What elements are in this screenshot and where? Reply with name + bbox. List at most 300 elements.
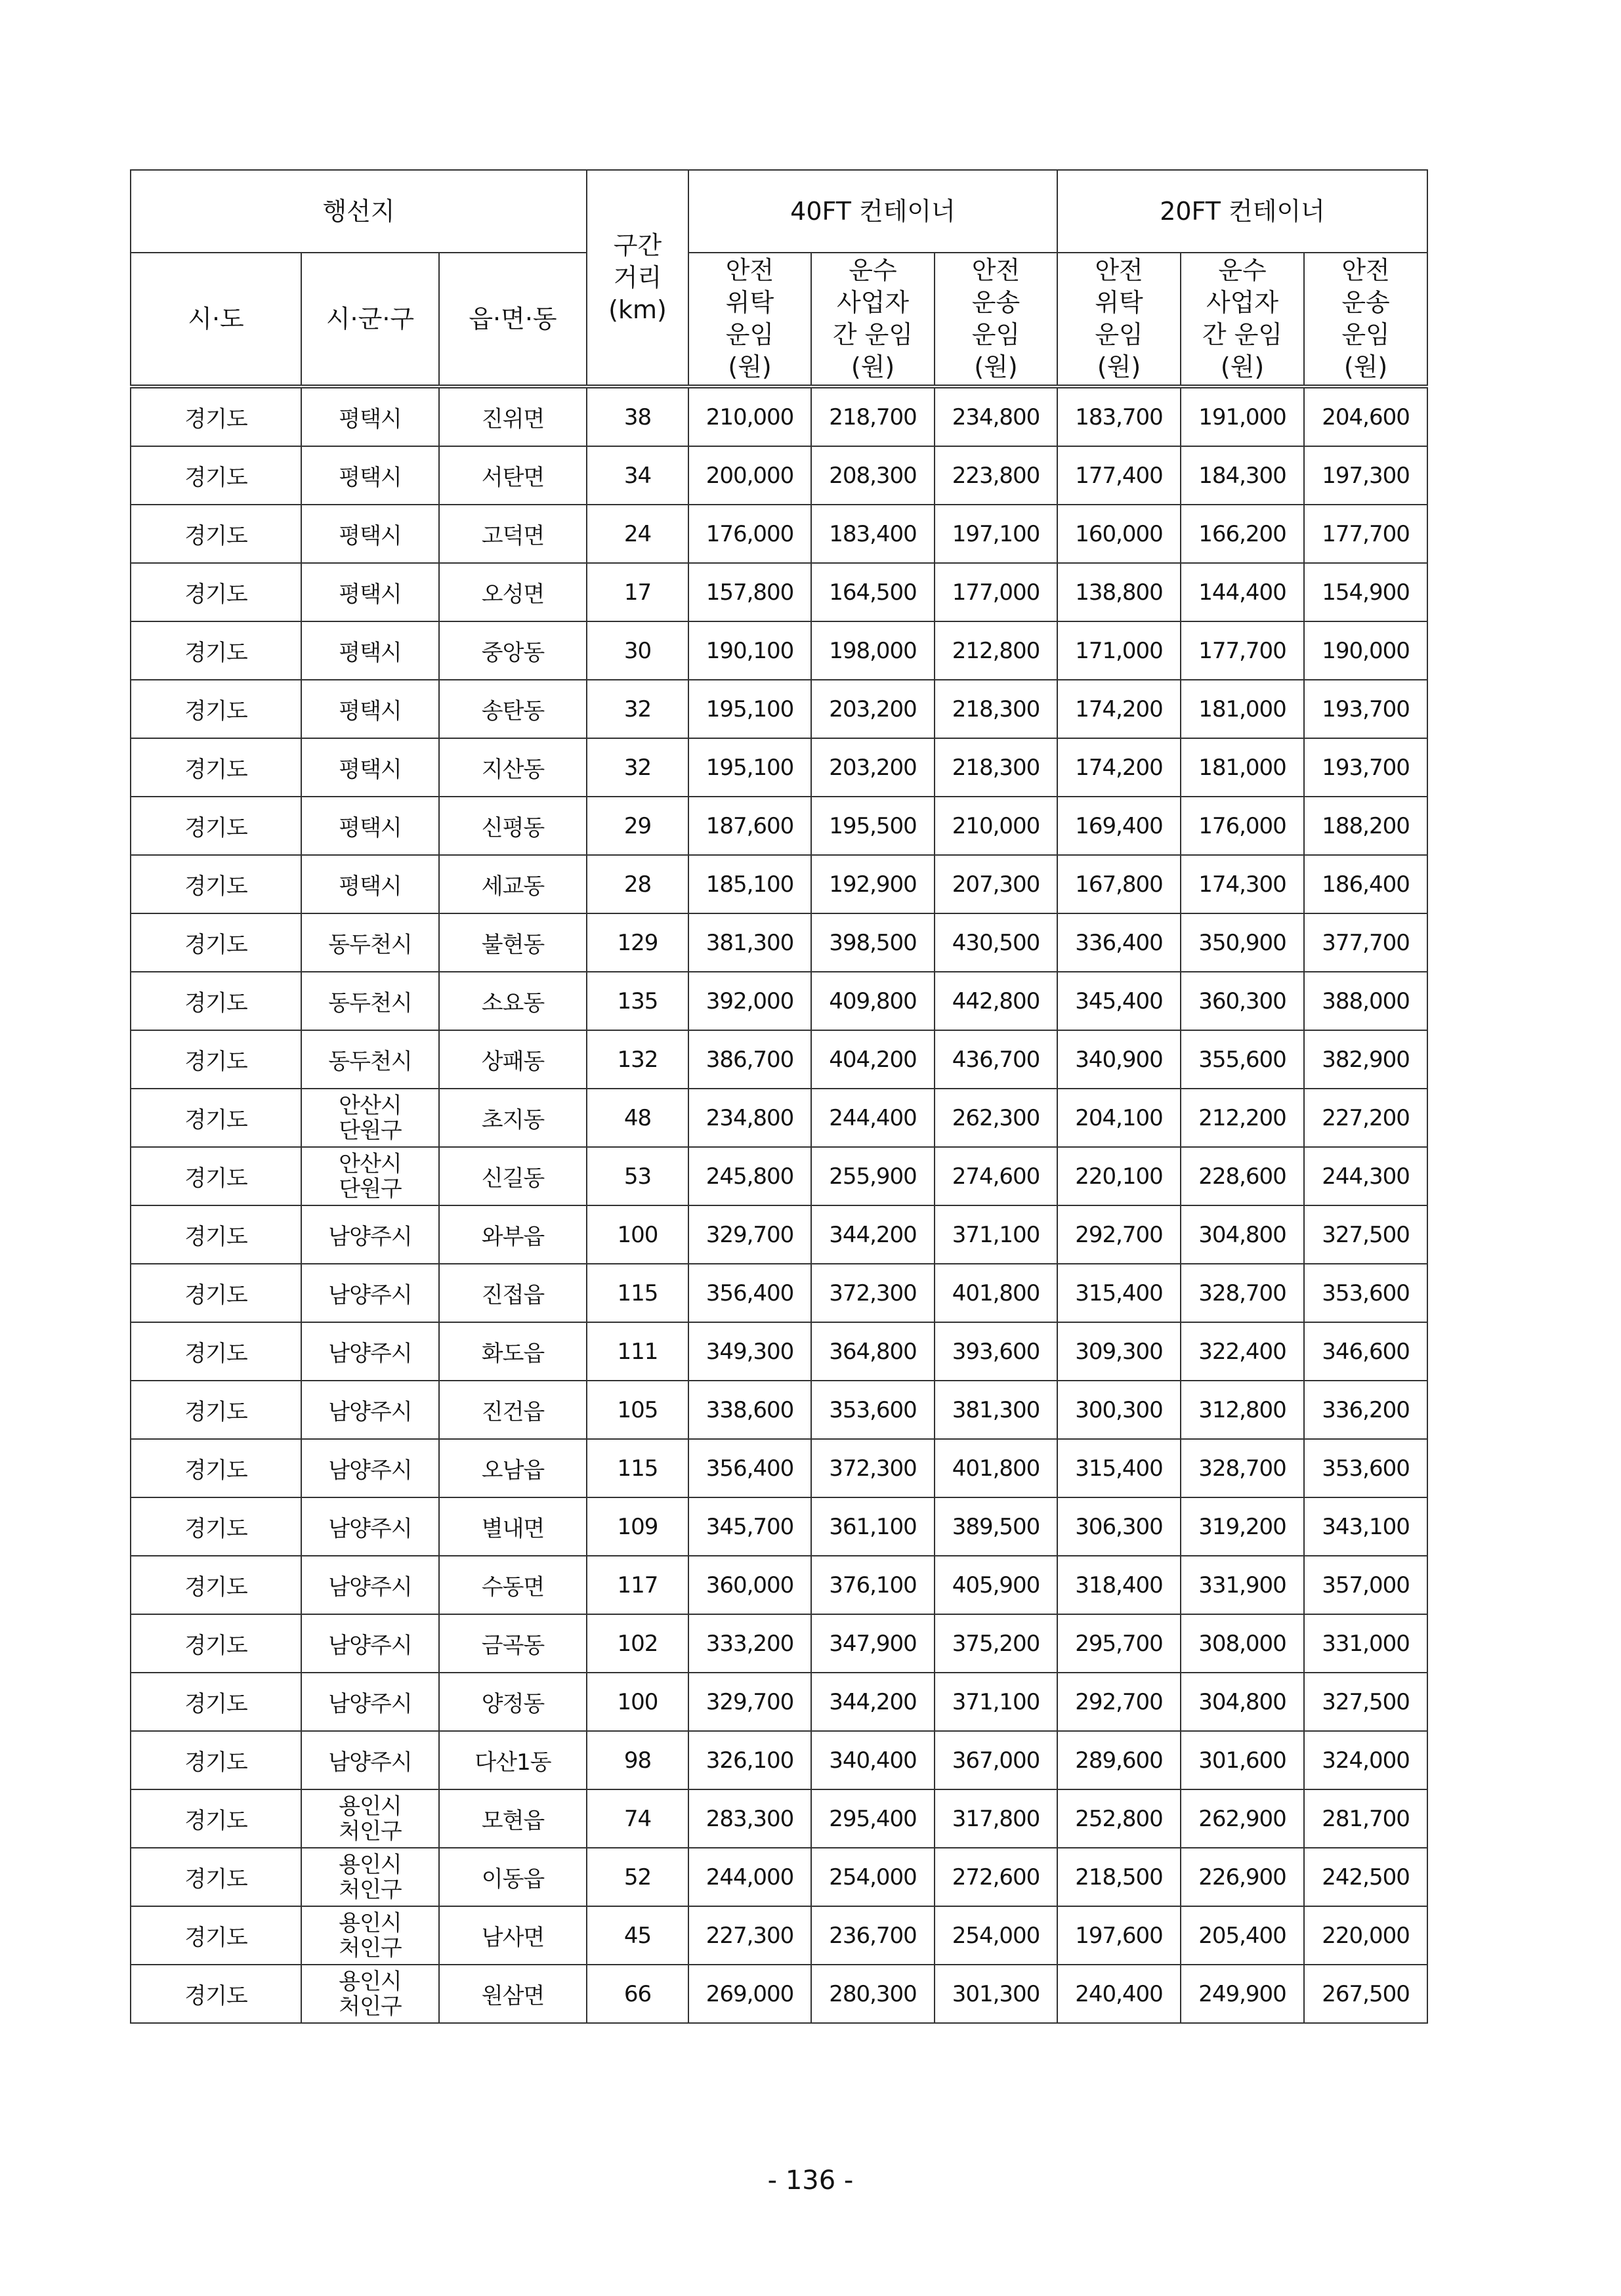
- cell-40ft-safety-trust-rate: 333,200: [688, 1614, 811, 1673]
- cell-40ft-safety-transport-rate: 274,600: [935, 1147, 1057, 1205]
- cell-40ft-safety-trust-rate: 245,800: [688, 1147, 811, 1205]
- cell-sido: 경기도: [131, 1556, 301, 1614]
- cell-40ft-safety-trust-rate: 234,800: [688, 1089, 811, 1147]
- cell-20ft-safety-transport-rate: 186,400: [1304, 855, 1427, 913]
- cell-eupmyeondong: 금곡동: [439, 1614, 587, 1673]
- cell-40ft-safety-transport-rate: 436,700: [935, 1030, 1057, 1089]
- cell-40ft-between-carriers-rate: 183,400: [811, 505, 935, 563]
- cell-20ft-safety-transport-rate: 327,500: [1304, 1205, 1427, 1264]
- cell-40ft-safety-transport-rate: 371,100: [935, 1673, 1057, 1731]
- cell-eupmyeondong: 오성면: [439, 563, 587, 621]
- cell-sido: 경기도: [131, 1147, 301, 1205]
- cell-sigungu: 남양주시: [301, 1673, 439, 1731]
- cell-20ft-between-carriers-rate: 226,900: [1181, 1848, 1304, 1906]
- cell-40ft-safety-trust-rate: 176,000: [688, 505, 811, 563]
- cell-40ft-safety-trust-rate: 200,000: [688, 446, 811, 505]
- cell-sigungu: 평택시: [301, 563, 439, 621]
- cell-40ft-between-carriers-rate: 409,800: [811, 972, 935, 1030]
- cell-sido: 경기도: [131, 621, 301, 680]
- cell-sigungu: 동두천시: [301, 972, 439, 1030]
- header-40ft-container: 40FT 컨테이너: [688, 170, 1057, 253]
- table-row: [131, 1322, 1427, 1381]
- cell-20ft-safety-transport-rate: 197,300: [1304, 446, 1427, 505]
- cell-sigungu: 남양주시: [301, 1264, 439, 1322]
- table-row: [131, 563, 1427, 621]
- cell-20ft-safety-trust-rate: 289,600: [1057, 1731, 1181, 1789]
- cell-distance-km: 38: [587, 386, 688, 446]
- cell-20ft-safety-transport-rate: 244,300: [1304, 1147, 1427, 1205]
- table-row: [131, 1556, 1427, 1614]
- cell-distance-km: 115: [587, 1439, 688, 1497]
- cell-20ft-safety-trust-rate: 252,800: [1057, 1789, 1181, 1848]
- cell-20ft-safety-trust-rate: 292,700: [1057, 1205, 1181, 1264]
- cell-40ft-between-carriers-rate: 347,900: [811, 1614, 935, 1673]
- cell-40ft-safety-trust-rate: 326,100: [688, 1731, 811, 1789]
- cell-sido: 경기도: [131, 1614, 301, 1673]
- cell-distance-km: 48: [587, 1089, 688, 1147]
- cell-40ft-between-carriers-rate: 372,300: [811, 1264, 935, 1322]
- cell-20ft-safety-trust-rate: 174,200: [1057, 680, 1181, 738]
- cell-40ft-safety-transport-rate: 210,000: [935, 797, 1057, 855]
- cell-20ft-between-carriers-rate: 350,900: [1181, 913, 1304, 972]
- cell-20ft-safety-transport-rate: 324,000: [1304, 1731, 1427, 1789]
- cell-20ft-safety-transport-rate: 193,700: [1304, 738, 1427, 797]
- cell-sido: 경기도: [131, 972, 301, 1030]
- cell-20ft-safety-transport-rate: 193,700: [1304, 680, 1427, 738]
- cell-eupmyeondong: 중앙동: [439, 621, 587, 680]
- cell-40ft-between-carriers-rate: 208,300: [811, 446, 935, 505]
- cell-eupmyeondong: 신평동: [439, 797, 587, 855]
- cell-20ft-between-carriers-rate: 304,800: [1181, 1205, 1304, 1264]
- cell-20ft-between-carriers-rate: 212,200: [1181, 1089, 1304, 1147]
- cell-40ft-safety-trust-rate: 392,000: [688, 972, 811, 1030]
- cell-20ft-safety-transport-rate: 227,200: [1304, 1089, 1427, 1147]
- table-row: [131, 1614, 1427, 1673]
- cell-40ft-between-carriers-rate: 236,700: [811, 1906, 935, 1965]
- cell-40ft-safety-trust-rate: 329,700: [688, 1673, 811, 1731]
- cell-20ft-safety-trust-rate: 171,000: [1057, 621, 1181, 680]
- cell-40ft-safety-transport-rate: 197,100: [935, 505, 1057, 563]
- cell-40ft-safety-trust-rate: 227,300: [688, 1906, 811, 1965]
- cell-40ft-between-carriers-rate: 353,600: [811, 1381, 935, 1439]
- cell-40ft-safety-trust-rate: 187,600: [688, 797, 811, 855]
- cell-40ft-between-carriers-rate: 364,800: [811, 1322, 935, 1381]
- cell-40ft-safety-transport-rate: 371,100: [935, 1205, 1057, 1264]
- cell-sigungu: 용인시 처인구: [301, 1789, 439, 1848]
- cell-40ft-safety-transport-rate: 254,000: [935, 1906, 1057, 1965]
- cell-distance-km: 117: [587, 1556, 688, 1614]
- cell-20ft-safety-trust-rate: 169,400: [1057, 797, 1181, 855]
- cell-sido: 경기도: [131, 1264, 301, 1322]
- cell-20ft-between-carriers-rate: 319,200: [1181, 1497, 1304, 1556]
- cell-20ft-safety-trust-rate: 345,400: [1057, 972, 1181, 1030]
- cell-20ft-safety-transport-rate: 331,000: [1304, 1614, 1427, 1673]
- cell-40ft-safety-transport-rate: 401,800: [935, 1439, 1057, 1497]
- cell-eupmyeondong: 수동면: [439, 1556, 587, 1614]
- cell-distance-km: 105: [587, 1381, 688, 1439]
- cell-40ft-between-carriers-rate: 244,400: [811, 1089, 935, 1147]
- cell-sigungu: 용인시 처인구: [301, 1848, 439, 1906]
- cell-40ft-safety-trust-rate: 244,000: [688, 1848, 811, 1906]
- cell-20ft-safety-trust-rate: 218,500: [1057, 1848, 1181, 1906]
- cell-sigungu: 남양주시: [301, 1439, 439, 1497]
- cell-sido: 경기도: [131, 1497, 301, 1556]
- cell-sigungu: 평택시: [301, 505, 439, 563]
- cell-40ft-between-carriers-rate: 192,900: [811, 855, 935, 913]
- cell-sido: 경기도: [131, 1089, 301, 1147]
- cell-40ft-safety-trust-rate: 338,600: [688, 1381, 811, 1439]
- cell-20ft-safety-transport-rate: 353,600: [1304, 1264, 1427, 1322]
- cell-20ft-between-carriers-rate: 249,900: [1181, 1965, 1304, 2023]
- table-row: [131, 621, 1427, 680]
- cell-40ft-between-carriers-rate: 198,000: [811, 621, 935, 680]
- cell-eupmyeondong: 오남읍: [439, 1439, 587, 1497]
- cell-20ft-safety-transport-rate: 204,600: [1304, 386, 1427, 446]
- cell-distance-km: 74: [587, 1789, 688, 1848]
- cell-eupmyeondong: 남사면: [439, 1906, 587, 1965]
- cell-40ft-safety-trust-rate: 386,700: [688, 1030, 811, 1089]
- cell-40ft-between-carriers-rate: 295,400: [811, 1789, 935, 1848]
- cell-40ft-between-carriers-rate: 203,200: [811, 680, 935, 738]
- cell-20ft-between-carriers-rate: 174,300: [1181, 855, 1304, 913]
- cell-eupmyeondong: 양정동: [439, 1673, 587, 1731]
- cell-40ft-between-carriers-rate: 361,100: [811, 1497, 935, 1556]
- cell-sigungu: 동두천시: [301, 913, 439, 972]
- table-row: [131, 1089, 1427, 1147]
- cell-20ft-safety-trust-rate: 167,800: [1057, 855, 1181, 913]
- cell-40ft-safety-trust-rate: 195,100: [688, 680, 811, 738]
- cell-eupmyeondong: 불현동: [439, 913, 587, 972]
- cell-20ft-safety-transport-rate: 267,500: [1304, 1965, 1427, 2023]
- header-sido: 시·도: [131, 253, 301, 386]
- cell-eupmyeondong: 진접읍: [439, 1264, 587, 1322]
- cell-20ft-between-carriers-rate: 228,600: [1181, 1147, 1304, 1205]
- cell-sido: 경기도: [131, 1731, 301, 1789]
- cell-20ft-safety-transport-rate: 382,900: [1304, 1030, 1427, 1089]
- cell-20ft-between-carriers-rate: 331,900: [1181, 1556, 1304, 1614]
- cell-20ft-between-carriers-rate: 262,900: [1181, 1789, 1304, 1848]
- cell-40ft-safety-transport-rate: 234,800: [935, 386, 1057, 446]
- cell-40ft-safety-transport-rate: 301,300: [935, 1965, 1057, 2023]
- cell-20ft-between-carriers-rate: 166,200: [1181, 505, 1304, 563]
- cell-40ft-safety-trust-rate: 269,000: [688, 1965, 811, 2023]
- cell-distance-km: 100: [587, 1205, 688, 1264]
- cell-40ft-between-carriers-rate: 344,200: [811, 1673, 935, 1731]
- cell-sigungu: 동두천시: [301, 1030, 439, 1089]
- cell-40ft-safety-trust-rate: 356,400: [688, 1439, 811, 1497]
- cell-20ft-safety-trust-rate: 292,700: [1057, 1673, 1181, 1731]
- cell-40ft-safety-trust-rate: 329,700: [688, 1205, 811, 1264]
- cell-sido: 경기도: [131, 1848, 301, 1906]
- cell-distance-km: 34: [587, 446, 688, 505]
- table-row: [131, 505, 1427, 563]
- cell-40ft-safety-transport-rate: 317,800: [935, 1789, 1057, 1848]
- header-40ft-between-carriers-rate: 운수 사업자 간 운임 (원): [811, 253, 935, 386]
- cell-sigungu: 평택시: [301, 446, 439, 505]
- table-row: [131, 972, 1427, 1030]
- cell-distance-km: 132: [587, 1030, 688, 1089]
- table-row: [131, 738, 1427, 797]
- cell-20ft-safety-trust-rate: 183,700: [1057, 386, 1181, 446]
- cell-sido: 경기도: [131, 680, 301, 738]
- cell-distance-km: 109: [587, 1497, 688, 1556]
- cell-distance-km: 30: [587, 621, 688, 680]
- cell-20ft-between-carriers-rate: 328,700: [1181, 1264, 1304, 1322]
- cell-20ft-safety-trust-rate: 318,400: [1057, 1556, 1181, 1614]
- cell-40ft-safety-trust-rate: 210,000: [688, 386, 811, 446]
- cell-eupmyeondong: 신길동: [439, 1147, 587, 1205]
- cell-20ft-safety-trust-rate: 177,400: [1057, 446, 1181, 505]
- cell-40ft-safety-transport-rate: 401,800: [935, 1264, 1057, 1322]
- cell-40ft-between-carriers-rate: 398,500: [811, 913, 935, 972]
- cell-sigungu: 평택시: [301, 386, 439, 446]
- cell-40ft-safety-trust-rate: 195,100: [688, 738, 811, 797]
- cell-sigungu: 남양주시: [301, 1556, 439, 1614]
- cell-20ft-between-carriers-rate: 176,000: [1181, 797, 1304, 855]
- cell-eupmyeondong: 별내면: [439, 1497, 587, 1556]
- header-40ft-safety-trust-rate: 안전 위탁 운임 (원): [688, 253, 811, 386]
- cell-distance-km: 53: [587, 1147, 688, 1205]
- cell-sigungu: 안산시 단원구: [301, 1147, 439, 1205]
- cell-sigungu: 남양주시: [301, 1205, 439, 1264]
- cell-sido: 경기도: [131, 855, 301, 913]
- cell-20ft-between-carriers-rate: 177,700: [1181, 621, 1304, 680]
- table-row: [131, 1848, 1427, 1906]
- header-sigungu: 시·군·구: [301, 253, 439, 386]
- cell-20ft-safety-trust-rate: 160,000: [1057, 505, 1181, 563]
- cell-sigungu: 남양주시: [301, 1614, 439, 1673]
- cell-eupmyeondong: 초지동: [439, 1089, 587, 1147]
- cell-sido: 경기도: [131, 1205, 301, 1264]
- table-row: [131, 1205, 1427, 1264]
- table-row: [131, 1731, 1427, 1789]
- table-row: [131, 1965, 1427, 2023]
- cell-distance-km: 24: [587, 505, 688, 563]
- cell-sido: 경기도: [131, 738, 301, 797]
- cell-distance-km: 102: [587, 1614, 688, 1673]
- cell-20ft-safety-trust-rate: 315,400: [1057, 1439, 1181, 1497]
- cell-eupmyeondong: 이동읍: [439, 1848, 587, 1906]
- cell-20ft-between-carriers-rate: 355,600: [1181, 1030, 1304, 1089]
- cell-sido: 경기도: [131, 446, 301, 505]
- cell-40ft-safety-trust-rate: 157,800: [688, 563, 811, 621]
- cell-distance-km: 66: [587, 1965, 688, 2023]
- cell-20ft-safety-trust-rate: 309,300: [1057, 1322, 1181, 1381]
- cell-eupmyeondong: 지산동: [439, 738, 587, 797]
- table-row: [131, 446, 1427, 505]
- cell-20ft-between-carriers-rate: 308,000: [1181, 1614, 1304, 1673]
- cell-sido: 경기도: [131, 1789, 301, 1848]
- cell-20ft-safety-trust-rate: 300,300: [1057, 1381, 1181, 1439]
- cell-40ft-safety-transport-rate: 393,600: [935, 1322, 1057, 1381]
- cell-20ft-safety-transport-rate: 343,100: [1304, 1497, 1427, 1556]
- table-row: [131, 386, 1427, 446]
- cell-20ft-safety-trust-rate: 340,900: [1057, 1030, 1181, 1089]
- cell-sido: 경기도: [131, 563, 301, 621]
- cell-20ft-safety-transport-rate: 154,900: [1304, 563, 1427, 621]
- cell-sigungu: 남양주시: [301, 1731, 439, 1789]
- cell-20ft-safety-transport-rate: 242,500: [1304, 1848, 1427, 1906]
- cell-distance-km: 100: [587, 1673, 688, 1731]
- header-destination: 행선지: [131, 170, 587, 253]
- cell-20ft-between-carriers-rate: 205,400: [1181, 1906, 1304, 1965]
- cell-40ft-safety-transport-rate: 212,800: [935, 621, 1057, 680]
- cell-distance-km: 29: [587, 797, 688, 855]
- cell-40ft-safety-trust-rate: 356,400: [688, 1264, 811, 1322]
- cell-40ft-between-carriers-rate: 254,000: [811, 1848, 935, 1906]
- cell-sigungu: 평택시: [301, 855, 439, 913]
- cell-sigungu: 평택시: [301, 797, 439, 855]
- cell-eupmyeondong: 상패동: [439, 1030, 587, 1089]
- cell-40ft-between-carriers-rate: 203,200: [811, 738, 935, 797]
- cell-20ft-safety-transport-rate: 353,600: [1304, 1439, 1427, 1497]
- cell-40ft-safety-transport-rate: 218,300: [935, 680, 1057, 738]
- cell-40ft-safety-transport-rate: 389,500: [935, 1497, 1057, 1556]
- cell-distance-km: 129: [587, 913, 688, 972]
- table-row: [131, 1789, 1427, 1848]
- header-20ft-container: 20FT 컨테이너: [1057, 170, 1427, 253]
- cell-40ft-safety-trust-rate: 349,300: [688, 1322, 811, 1381]
- cell-sido: 경기도: [131, 505, 301, 563]
- cell-20ft-between-carriers-rate: 360,300: [1181, 972, 1304, 1030]
- cell-40ft-between-carriers-rate: 280,300: [811, 1965, 935, 2023]
- cell-distance-km: 28: [587, 855, 688, 913]
- cell-sigungu: 안산시 단원구: [301, 1089, 439, 1147]
- cell-20ft-safety-trust-rate: 174,200: [1057, 738, 1181, 797]
- cell-sido: 경기도: [131, 1322, 301, 1381]
- cell-sido: 경기도: [131, 1906, 301, 1965]
- cell-20ft-safety-transport-rate: 336,200: [1304, 1381, 1427, 1439]
- page-number: - 136 -: [767, 2165, 854, 2196]
- cell-40ft-safety-transport-rate: 207,300: [935, 855, 1057, 913]
- cell-40ft-safety-trust-rate: 283,300: [688, 1789, 811, 1848]
- cell-20ft-safety-transport-rate: 377,700: [1304, 913, 1427, 972]
- cell-distance-km: 98: [587, 1731, 688, 1789]
- cell-20ft-safety-trust-rate: 240,400: [1057, 1965, 1181, 2023]
- cell-40ft-between-carriers-rate: 164,500: [811, 563, 935, 621]
- cell-40ft-safety-transport-rate: 262,300: [935, 1089, 1057, 1147]
- cell-40ft-safety-trust-rate: 190,100: [688, 621, 811, 680]
- header-20ft-safety-transport-rate: 안전 운송 운임 (원): [1304, 253, 1427, 386]
- cell-40ft-safety-trust-rate: 381,300: [688, 913, 811, 972]
- cell-eupmyeondong: 다산1동: [439, 1731, 587, 1789]
- cell-sigungu: 남양주시: [301, 1322, 439, 1381]
- cell-20ft-safety-transport-rate: 346,600: [1304, 1322, 1427, 1381]
- table-row: [131, 680, 1427, 738]
- cell-distance-km: 32: [587, 738, 688, 797]
- cell-40ft-safety-transport-rate: 367,000: [935, 1731, 1057, 1789]
- cell-20ft-safety-trust-rate: 336,400: [1057, 913, 1181, 972]
- cell-20ft-between-carriers-rate: 304,800: [1181, 1673, 1304, 1731]
- table-row: [131, 913, 1427, 972]
- cell-20ft-between-carriers-rate: 191,000: [1181, 386, 1304, 446]
- cell-20ft-safety-trust-rate: 138,800: [1057, 563, 1181, 621]
- cell-20ft-between-carriers-rate: 181,000: [1181, 680, 1304, 738]
- cell-20ft-between-carriers-rate: 328,700: [1181, 1439, 1304, 1497]
- table-row: [131, 1381, 1427, 1439]
- cell-20ft-safety-transport-rate: 281,700: [1304, 1789, 1427, 1848]
- table-row: [131, 1030, 1427, 1089]
- cell-20ft-between-carriers-rate: 184,300: [1181, 446, 1304, 505]
- cell-40ft-safety-trust-rate: 345,700: [688, 1497, 811, 1556]
- cell-40ft-safety-transport-rate: 375,200: [935, 1614, 1057, 1673]
- cell-40ft-between-carriers-rate: 255,900: [811, 1147, 935, 1205]
- cell-20ft-between-carriers-rate: 322,400: [1181, 1322, 1304, 1381]
- cell-20ft-safety-transport-rate: 220,000: [1304, 1906, 1427, 1965]
- cell-distance-km: 52: [587, 1848, 688, 1906]
- cell-eupmyeondong: 와부읍: [439, 1205, 587, 1264]
- cell-eupmyeondong: 모현읍: [439, 1789, 587, 1848]
- cell-sido: 경기도: [131, 386, 301, 446]
- cell-20ft-safety-transport-rate: 190,000: [1304, 621, 1427, 680]
- cell-20ft-safety-trust-rate: 204,100: [1057, 1089, 1181, 1147]
- cell-sigungu: 평택시: [301, 738, 439, 797]
- cell-20ft-safety-trust-rate: 315,400: [1057, 1264, 1181, 1322]
- header-eupmyeondong: 읍·면·동: [439, 253, 587, 386]
- cell-eupmyeondong: 고덕면: [439, 505, 587, 563]
- cell-20ft-safety-trust-rate: 220,100: [1057, 1147, 1181, 1205]
- cell-sigungu: 용인시 처인구: [301, 1965, 439, 2023]
- cell-40ft-between-carriers-rate: 195,500: [811, 797, 935, 855]
- cell-distance-km: 17: [587, 563, 688, 621]
- cell-40ft-between-carriers-rate: 218,700: [811, 386, 935, 446]
- table-row: [131, 1906, 1427, 1965]
- cell-40ft-safety-transport-rate: 405,900: [935, 1556, 1057, 1614]
- cell-sigungu: 남양주시: [301, 1381, 439, 1439]
- cell-distance-km: 32: [587, 680, 688, 738]
- cell-20ft-between-carriers-rate: 144,400: [1181, 563, 1304, 621]
- table-row: [131, 1673, 1427, 1731]
- cell-40ft-between-carriers-rate: 404,200: [811, 1030, 935, 1089]
- cell-eupmyeondong: 서탄면: [439, 446, 587, 505]
- cell-distance-km: 115: [587, 1264, 688, 1322]
- cell-eupmyeondong: 진위면: [439, 386, 587, 446]
- header-40ft-safety-transport-rate: 안전 운송 운임 (원): [935, 253, 1057, 386]
- cell-20ft-safety-trust-rate: 197,600: [1057, 1906, 1181, 1965]
- cell-sido: 경기도: [131, 1965, 301, 2023]
- cell-20ft-between-carriers-rate: 301,600: [1181, 1731, 1304, 1789]
- cell-eupmyeondong: 송탄동: [439, 680, 587, 738]
- table-body: [131, 386, 1427, 2023]
- freight-rate-table: [130, 169, 1428, 2024]
- cell-40ft-safety-trust-rate: 360,000: [688, 1556, 811, 1614]
- cell-40ft-safety-transport-rate: 177,000: [935, 563, 1057, 621]
- cell-distance-km: 135: [587, 972, 688, 1030]
- cell-eupmyeondong: 원삼면: [439, 1965, 587, 2023]
- cell-40ft-safety-transport-rate: 430,500: [935, 913, 1057, 972]
- cell-eupmyeondong: 화도읍: [439, 1322, 587, 1381]
- table-row: [131, 1497, 1427, 1556]
- cell-sigungu: 남양주시: [301, 1497, 439, 1556]
- cell-sido: 경기도: [131, 1030, 301, 1089]
- header-20ft-safety-trust-rate: 안전 위탁 운임 (원): [1057, 253, 1181, 386]
- table-row: [131, 1264, 1427, 1322]
- cell-20ft-safety-transport-rate: 357,000: [1304, 1556, 1427, 1614]
- cell-40ft-safety-transport-rate: 381,300: [935, 1381, 1057, 1439]
- table-row: [131, 797, 1427, 855]
- cell-40ft-between-carriers-rate: 340,400: [811, 1731, 935, 1789]
- cell-sigungu: 용인시 처인구: [301, 1906, 439, 1965]
- cell-20ft-safety-trust-rate: 295,700: [1057, 1614, 1181, 1673]
- cell-sigungu: 평택시: [301, 621, 439, 680]
- header-distance: 구간 거리 (km): [587, 170, 688, 386]
- cell-distance-km: 45: [587, 1906, 688, 1965]
- table-row: [131, 855, 1427, 913]
- cell-20ft-safety-transport-rate: 188,200: [1304, 797, 1427, 855]
- cell-sigungu: 평택시: [301, 680, 439, 738]
- cell-eupmyeondong: 진건읍: [439, 1381, 587, 1439]
- cell-20ft-safety-trust-rate: 306,300: [1057, 1497, 1181, 1556]
